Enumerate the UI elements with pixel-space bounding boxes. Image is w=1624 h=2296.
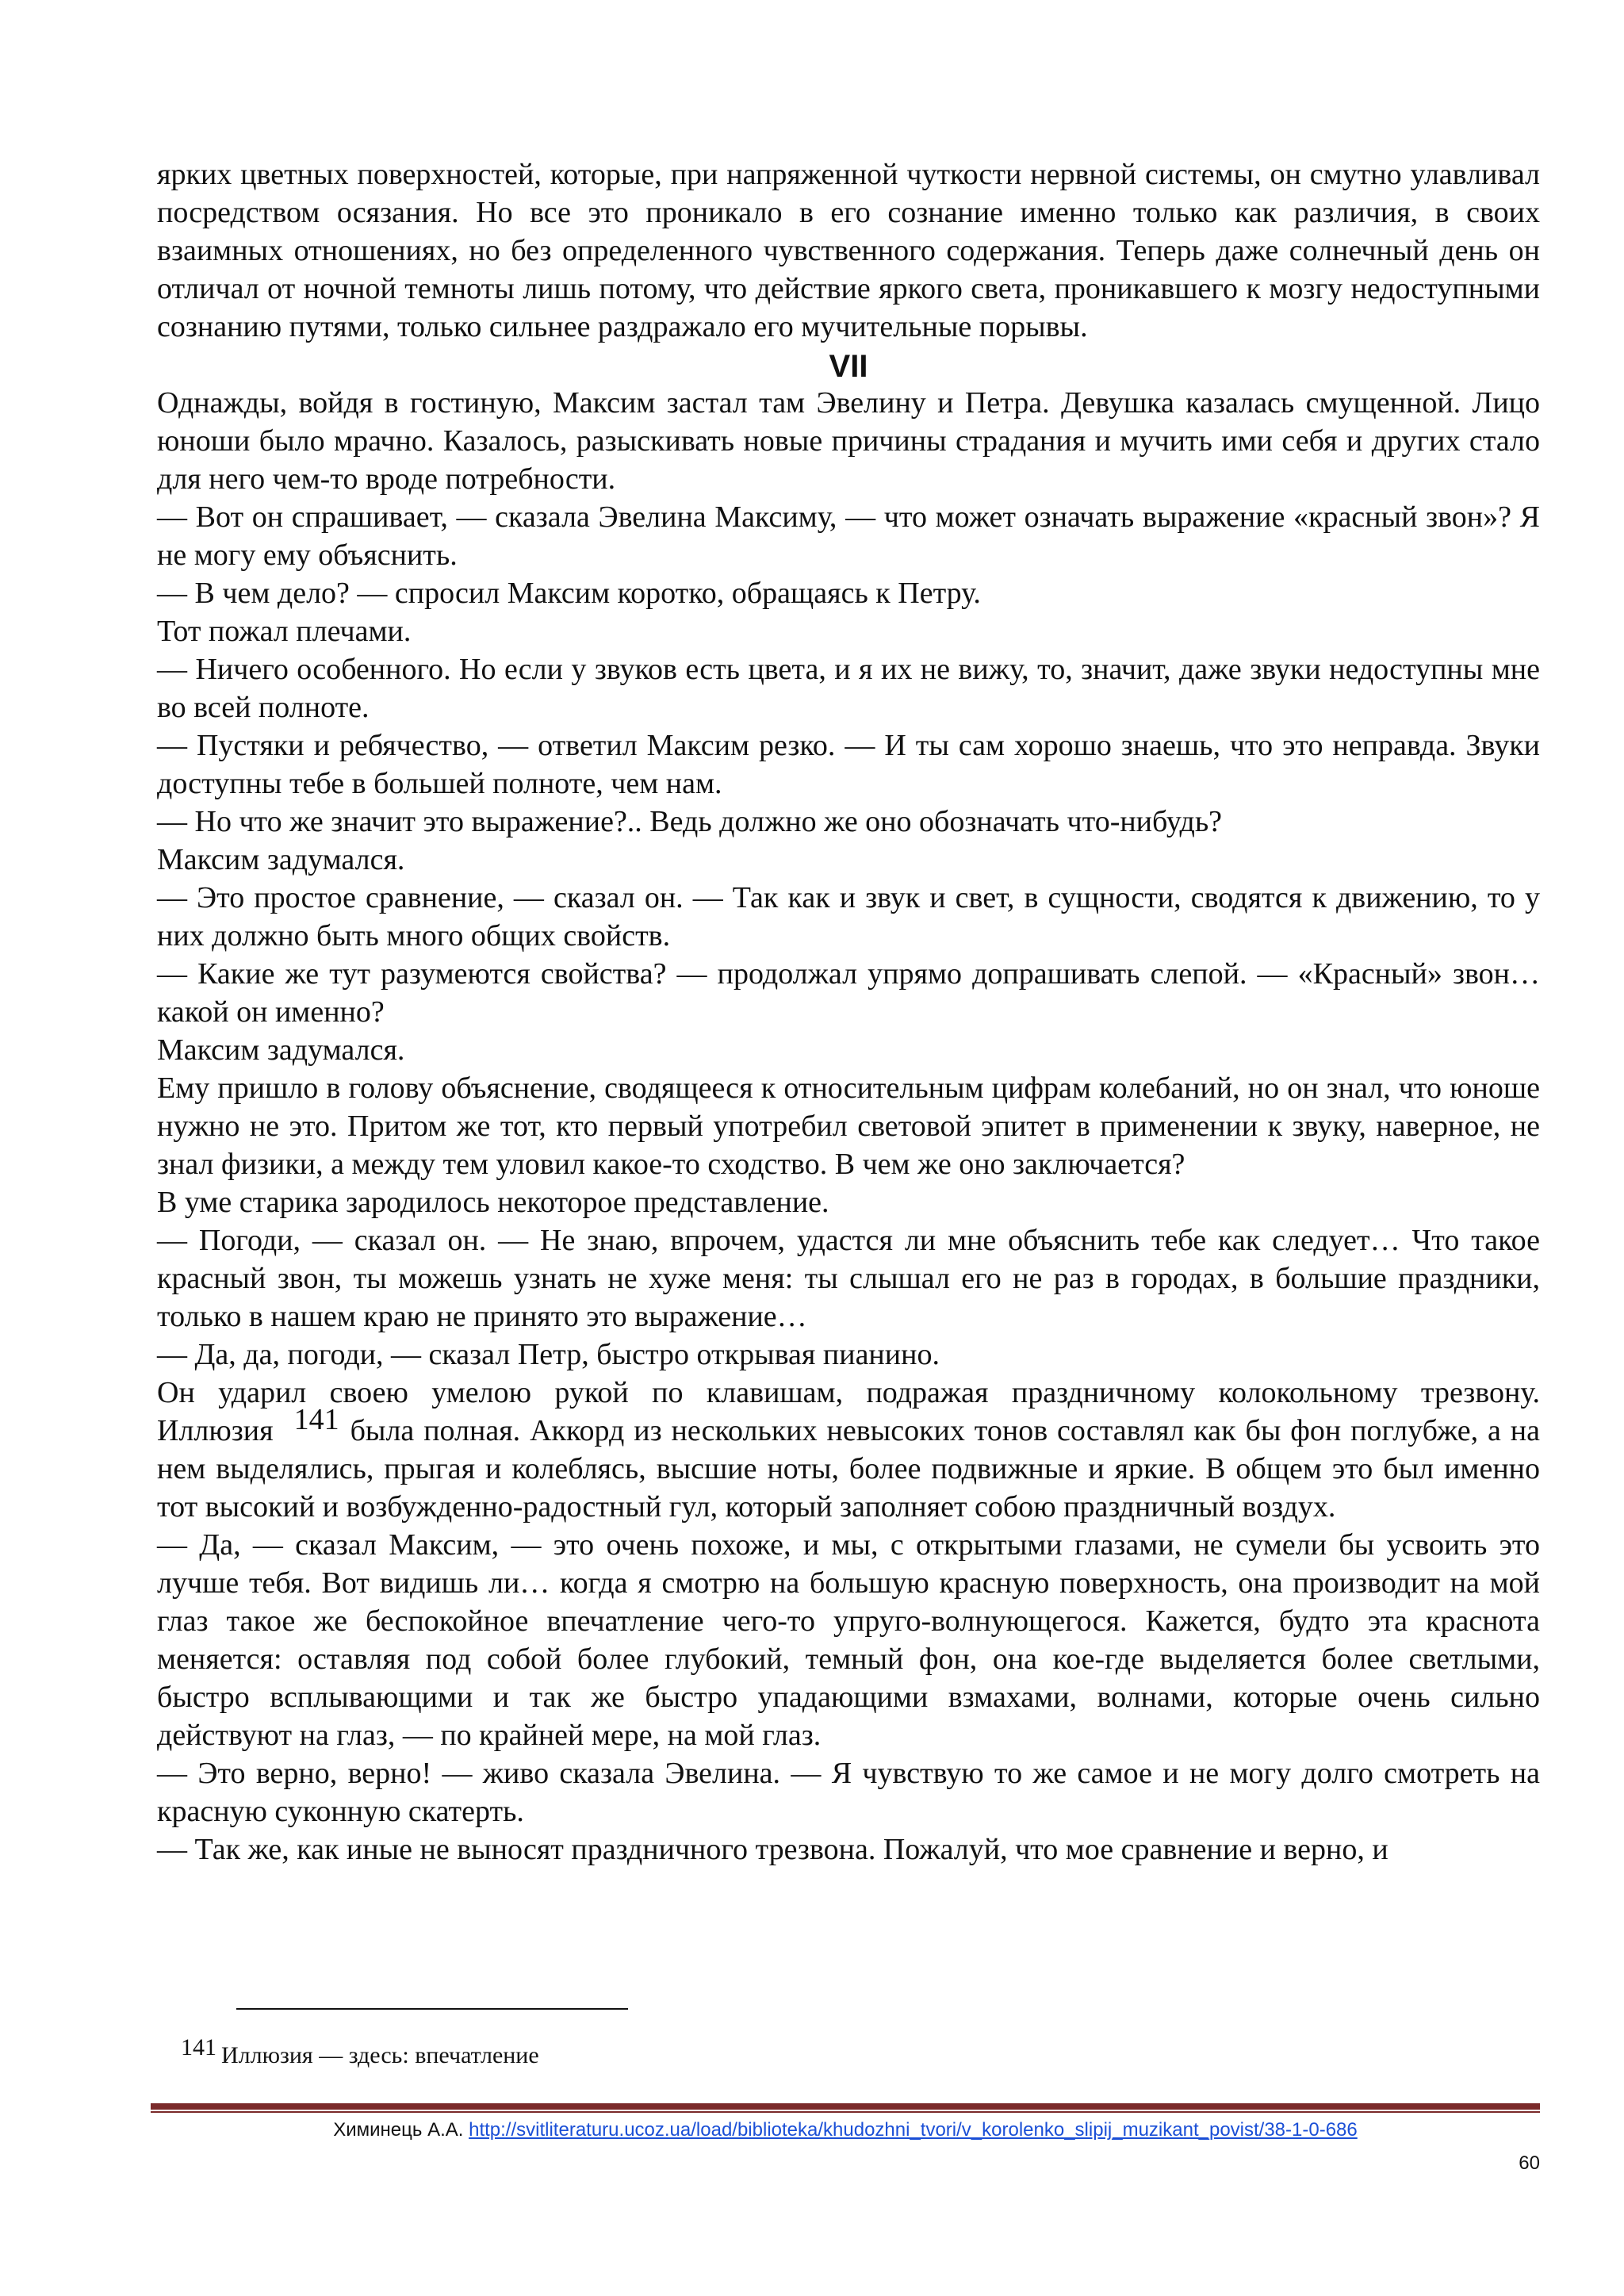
paragraph: В уме старика зародилось некоторое представление.: [157, 1186, 829, 1219]
paragraph: Максим задумался.: [157, 843, 405, 876]
footnote-divider: [236, 2008, 628, 2010]
paragraph: — Погоди, — сказал он. — Не знаю, впрочем, удастся ли мне объяснить тебе как следует… Что такое красный звон, ты можешь узнать не хуже меня: ты слышал его не раз в городах, в большие праздники, только в нашем краю не принято это выражение…: [157, 1224, 1540, 1333]
paragraph: Тот пожал плечами.: [157, 615, 412, 648]
paragraph: — Пустяки и ребячество, — ответил Максим резко. — И ты сам хорошо знаешь, что это неправда. Звуки доступны тебе в большей полноте, чем нам.: [157, 729, 1540, 800]
footnote-reference[interactable]: 141: [293, 1403, 339, 1436]
paragraph: — Так же, как иные не выносят праздничного трезвона. Пожалуй, что мое сравнение и верно, и: [157, 1833, 1388, 1866]
page-number: 60: [1519, 2152, 1540, 2174]
page-footer: [151, 2117, 1540, 2144]
paragraph: — В чем дело? — спросил Максим коротко, обращаясь к Петру.: [157, 577, 981, 610]
paragraph: — Вот он спрашивает, — сказала Эвелина Максиму, — что может означать выражение «красный звон»? Я не могу ему объяснить.: [157, 500, 1540, 572]
paragraph: — Какие же тут разумеются свойства? — продолжал упрямо допрашивать слепой. — «Красный» звон… какой он именно?: [157, 957, 1540, 1029]
paragraph: — Это верно, верно! — живо сказала Эвелина. — Я чувствую то же самое и не могу долго смотреть на красную суконную скатерть.: [157, 1757, 1540, 1828]
paragraph: — Но что же значит это выражение?.. Ведь должно же оно обозначать что-нибудь?: [157, 805, 1223, 838]
paragraph-with-footnote: [157, 1374, 1540, 1526]
footer-divider-thin: [151, 2111, 1540, 2113]
paragraph: Однажды, войдя в гостиную, Максим застал там Эвелину и Петра. Девушка казалась смущенной. Лицо юноши было мрачно. Казалось, разыскивать новые причины страдания и мучить ими себя и других стало для него чем-то вроде потребности.: [157, 386, 1540, 496]
paragraph: Максим задумался.: [157, 1033, 405, 1067]
footer-source-link[interactable]: http://svitliteraturu.ucoz.ua/load/biblioteka/khudozhni_tvori/v_korolenko_slipij_muzikant_povist/38-1-0-686: [469, 2119, 1358, 2141]
footnote-text: Иллюзия — здесь: впечатление: [221, 2042, 539, 2068]
page-body: [157, 155, 1540, 1869]
footnote-number: 141: [181, 2034, 216, 2060]
paragraph: ярких цветных поверхностей, которые, при напряженной чуткости нервной системы, он смутно улавливал посредством осязания. Но все это проникало в его сознание именно только как различия, в своих взаимных отношениях, но без определенного чувственного содержания. Теперь даже солнечный день он отличал от ночной темноты лишь потому, что действие яркого света, проникавшего к мозгу недоступными сознанию путями, только сильнее раздражало его мучительные порывы.: [157, 158, 1540, 343]
footer-divider: [151, 2103, 1540, 2110]
chapter-heading: VII: [829, 349, 868, 384]
paragraph: — Это простое сравнение, — сказал он. — Так как и звук и свет, в сущности, сводятся к движению, то у них должно быть много общих свойств.: [157, 881, 1540, 953]
paragraph: Ему пришло в голову объяснение, сводящееся к относительным цифрам колебаний, но он знал, что юноше нужно не это. Притом же тот, кто первый употребил световой эпитет в применении к звуку, наверное, не знал физики, а между тем уловил какое-то сходство. В чем же оно заключается?: [157, 1071, 1540, 1181]
paragraph: — Ничего особенного. Но если у звуков есть цвета, и я их не вижу, то, значит, даже звуки недоступны мне во всей полноте.: [157, 653, 1540, 724]
paragraph: — Да, — сказал Максим, — это очень похоже, и мы, с открытыми глазами, не сумели бы усвоить это лучше тебя. Вот видишь ли… когда я смотрю на большую красную поверхность, она производит на мой глаз такое же беспокойное впечатление чего-то упруго-волнующегося. Кажется, будто эта краснота меняется: оставляя под собой более глубокий, темный фон, она кое-где выделяется более светлыми, быстро всплывающими и так же быстро упадающими взмахами, волнами, которые очень сильно действуют на глаз, — по крайней мере, на мой глаз.: [157, 1528, 1540, 1752]
paragraph: — Да, да, погоди, — сказал Петр, быстро открывая пианино.: [157, 1338, 940, 1371]
paragraph-part: была полная. Аккорд из нескольких невысоких тонов составлял как бы фон поглубже, а на нем выделялись, прыгая и колеблясь, высшие ноты, более подвижные и яркие. В общем это был именно тот высокий и возбужденно-радостный гул, который заполняет собою праздничный воздух.: [157, 1414, 1540, 1524]
paragraph-part: Он ударил своею умелою рукой по клавишам, подражая праздничному колокольному трезвону. Иллюзия: [157, 1376, 1540, 1447]
footnote: [181, 2032, 539, 2072]
footer-author: Химинець А.А.: [333, 2119, 464, 2141]
